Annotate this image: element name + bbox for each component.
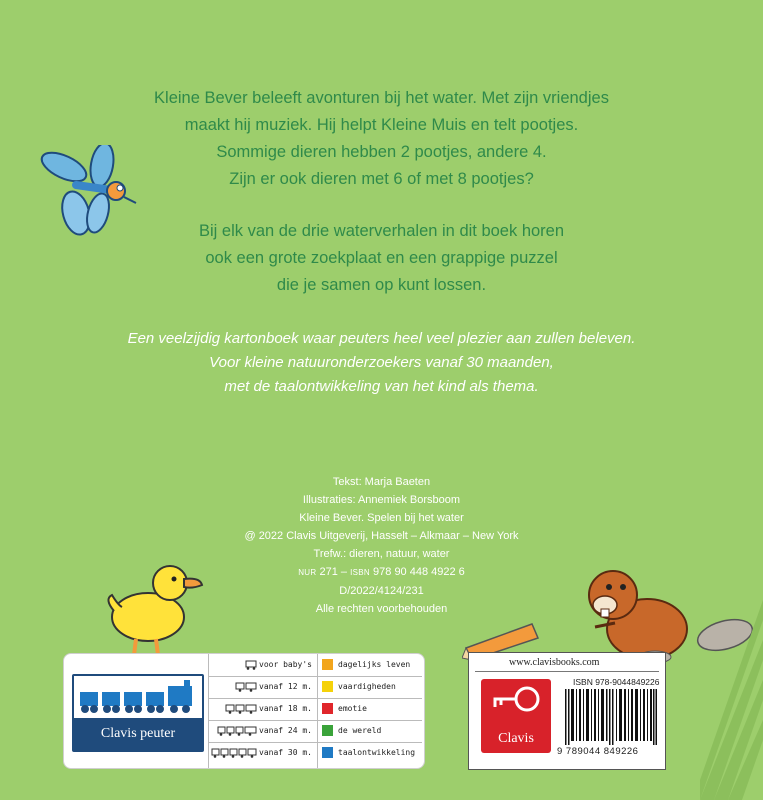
theme-swatch xyxy=(322,747,333,758)
theme-row xyxy=(318,654,422,677)
isbn-value: 978 90 448 4922 6 xyxy=(373,566,465,578)
credit-illustrations: Illustraties: Annemiek Borsboom xyxy=(302,494,461,506)
credit-copyright: @ 2022 Clavis Uitgeverij, Hasselt – Alkmaar – New York xyxy=(244,530,519,542)
theme-swatch xyxy=(322,703,333,714)
key-icon xyxy=(481,679,551,723)
blurb-line: Kleine Bever beleeft avonturen bij het water. Met zijn vriendjes xyxy=(154,89,609,107)
theme-swatch xyxy=(322,659,333,670)
credit-depot: D/2022/4124/231 xyxy=(339,585,424,597)
series-logo-text: Clavis peuter xyxy=(100,726,176,741)
isbn-label: ISBN xyxy=(350,568,370,577)
age-label: vanaf 12 m. xyxy=(259,682,312,691)
blurb-line: Bij elk van de drie waterverhalen in dit boek horen xyxy=(198,222,565,240)
theme-label: emotie xyxy=(338,704,367,713)
age-column xyxy=(208,654,318,768)
theme-row xyxy=(318,720,422,743)
blurb-line: Zijn er ook dieren met 6 of met 8 pootjes? xyxy=(229,170,534,188)
blurb-paragraph-1 xyxy=(0,85,763,193)
promo-line: Een veelzijdig kartonboek waar peuters heel veel plezier aan zullen beleven. xyxy=(127,330,636,347)
train-icon xyxy=(235,682,257,692)
barcode-number: 9 789044 849226 xyxy=(557,746,639,757)
credit-rights: Alle rechten voorbehouden xyxy=(315,603,448,615)
theme-label: dagelijks leven xyxy=(338,660,411,669)
theme-label: vaardigheden xyxy=(338,682,396,691)
age-row xyxy=(209,698,317,721)
train-icon xyxy=(225,704,257,714)
credit-keywords: Trefw.: dieren, natuur, water xyxy=(313,548,450,560)
duck-illustration xyxy=(100,555,210,665)
theme-label: taalontwikkeling xyxy=(338,748,416,757)
clavis-logo xyxy=(481,679,551,753)
age-label: voor baby's xyxy=(259,660,312,669)
credit-text: Tekst: Marja Baeten xyxy=(332,476,431,488)
age-row xyxy=(209,720,317,743)
divider xyxy=(475,671,659,672)
barcode xyxy=(565,689,657,745)
train-icon xyxy=(245,660,257,670)
promo-line: Voor kleine natuuronderzoekers vanaf 30 maanden, xyxy=(209,354,554,371)
age-label: vanaf 24 m. xyxy=(259,726,312,735)
age-row xyxy=(209,742,317,764)
publisher-url: www.clavisbooks.com xyxy=(509,657,600,668)
train-icon xyxy=(74,676,202,718)
decorative-stripes xyxy=(700,600,763,800)
promo-text xyxy=(0,327,763,399)
age-label: vanaf 30 m. xyxy=(259,748,312,757)
theme-column xyxy=(318,654,422,768)
age-row xyxy=(209,676,317,699)
blurb-paragraph-2 xyxy=(0,218,763,299)
theme-row xyxy=(318,742,422,764)
series-indicator-panel xyxy=(63,653,425,769)
age-row xyxy=(209,654,317,677)
train-icon xyxy=(211,748,257,758)
nur-value: 271 – xyxy=(319,566,348,578)
blurb-line: maakt hij muziek. Hij helpt Kleine Muis en telt pootjes. xyxy=(184,116,579,134)
theme-swatch xyxy=(322,681,333,692)
theme-row xyxy=(318,676,422,699)
train-icon xyxy=(217,726,257,736)
nur-label: NUR xyxy=(298,568,317,577)
theme-label: de wereld xyxy=(338,726,382,735)
barcode-panel xyxy=(468,652,666,770)
age-label: vanaf 18 m. xyxy=(259,704,312,713)
credit-title: Kleine Bever. Spelen bij het water xyxy=(299,512,464,524)
promo-line: met de taalontwikkeling van het kind als thema. xyxy=(224,378,539,395)
blurb-line: ook een grote zoekplaat en een grappige puzzel xyxy=(205,249,558,267)
clavis-logo-text: Clavis xyxy=(498,731,534,746)
theme-row xyxy=(318,698,422,721)
barcode-isbn-label: ISBN 978-9044849226 xyxy=(573,677,660,687)
clavis-peuter-logo xyxy=(72,674,204,752)
theme-swatch xyxy=(322,725,333,736)
blurb-line: die je samen op kunt lossen. xyxy=(276,276,487,294)
blurb-line: Sommige dieren hebben 2 pootjes, andere 4. xyxy=(216,143,547,161)
